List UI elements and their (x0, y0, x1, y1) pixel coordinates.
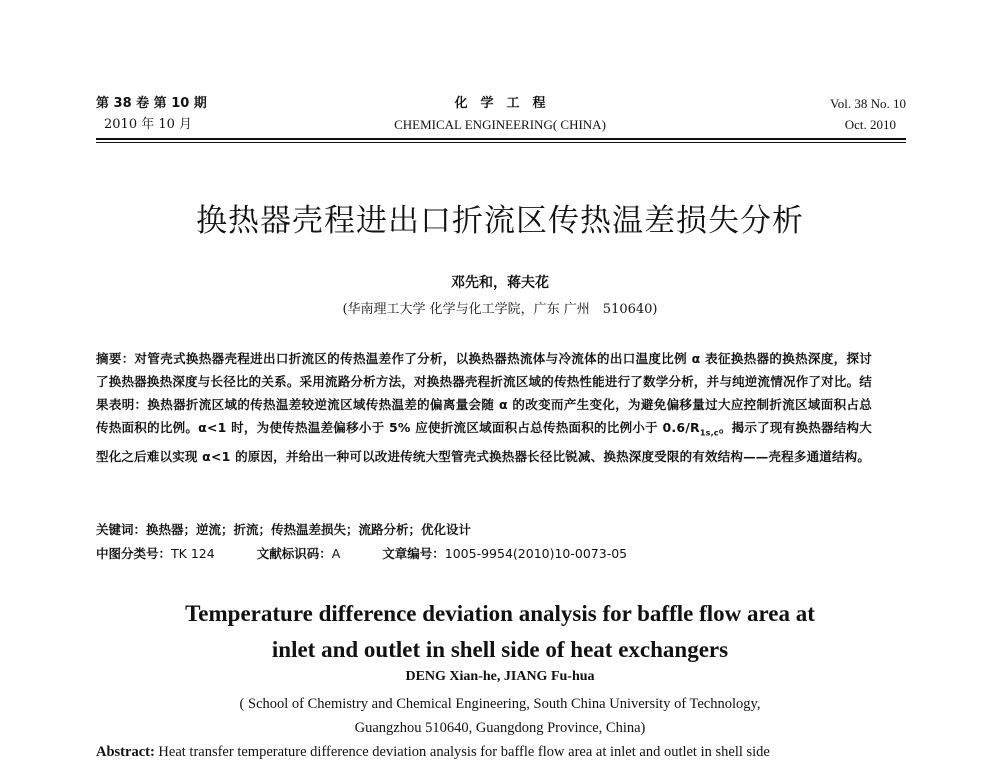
abstract-en-text: Heat transfer temperature difference deviation analysis for baffle flow area at inlet and outlet in shell side (154, 744, 770, 760)
keywords-text: 换热器；逆流；折流；传热温差损失；流路分析；优化设计 (146, 522, 472, 537)
abstract-cn-subscript: 1s,c (699, 428, 719, 438)
journal-date-en: Oct. 2010 (844, 117, 896, 132)
header-rule-top (96, 138, 906, 140)
abstract-en-label: Abstract: (96, 744, 155, 760)
affiliation-en-line1: ( School of Chemistry and Chemical Engineering, South China University of Technology, (239, 696, 761, 712)
clc-label: 中图分类号： (96, 546, 172, 561)
authors-en: DENG Xian-he, JIANG Fu-hua (405, 669, 595, 684)
doc-code-label: 文献标识码： (256, 546, 332, 561)
header-rule-bottom (96, 142, 906, 143)
paper-title-en-line2: inlet and outlet in shell side of heat exchangers (271, 637, 729, 662)
keywords-cn (96, 520, 896, 538)
classification-line (96, 544, 896, 562)
journal-volume-en: Vol. 38 No. 10 (830, 96, 906, 111)
journal-name-en: CHEMICAL ENGINEERING( CHINA) (394, 117, 606, 132)
journal-name-cn: 化 学 工 程 (454, 96, 546, 111)
affiliation-en-line2: Guangzhou 510640, Guangdong Province, China) (354, 720, 646, 736)
affiliation-en (0, 692, 1000, 740)
paper-title-en-line1: Temperature difference deviation analysis for baffle flow area at (185, 601, 815, 626)
affiliation-cn: (华南理工大学 化学与化工学院，广东 广州 510640) (342, 302, 658, 317)
clc-value: TK 124 (171, 546, 215, 561)
abstract-cn (96, 347, 872, 468)
journal-issue-cn: 第 38 卷 第 10 期 (96, 96, 207, 111)
journal-date-cn: 2010 年 10 月 (104, 117, 193, 132)
article-number-value: 1005-9954(2010)10-0073-05 (444, 546, 628, 561)
keywords-label: 关键词： (96, 522, 147, 537)
doc-code-value: A (331, 546, 341, 561)
abstract-cn-text-after: 。揭示了现有换热器结构大型化之后难以实现 α<1 的原因，并给出一种可以改进传统大型管壳式换热器长径比锐减、换热深度受限的有效结构——壳程多通道结构。 (96, 420, 873, 464)
abstract-cn-text: 对管壳式换热器壳程进出口折流区的传热温差作了分析，以换热器热流体与冷流体的出口温度比例 α 表征换热器的换热深度，探讨了换热器换热深度与长径比的关系。采用流路分析方法，对换热器壳程折流区域的传热性能进行了数学分析，并与纯逆流情况作了对比。结果表明：换热器折流区域的传热温差较逆流区域传热温差的偏离量会随 α 的改变而产生变化，为避免偏移量过大应控制折流区域面积占总传热面积的比例。α<1 时，为使传热温差偏移小于 5% 应使折流区域面积占总传热面积的比例小于 0.6/R (96, 351, 872, 435)
article-number-label: 文章编号： (382, 546, 445, 561)
paper-title-cn: 换热器壳程进出口折流区传热温差损失分析 (196, 203, 804, 239)
authors-cn: 邓先和，蒋夫花 (451, 275, 549, 291)
abstract-en (96, 744, 916, 761)
paper-title-en (0, 596, 1000, 668)
abstract-cn-label: 摘要： (96, 351, 135, 366)
